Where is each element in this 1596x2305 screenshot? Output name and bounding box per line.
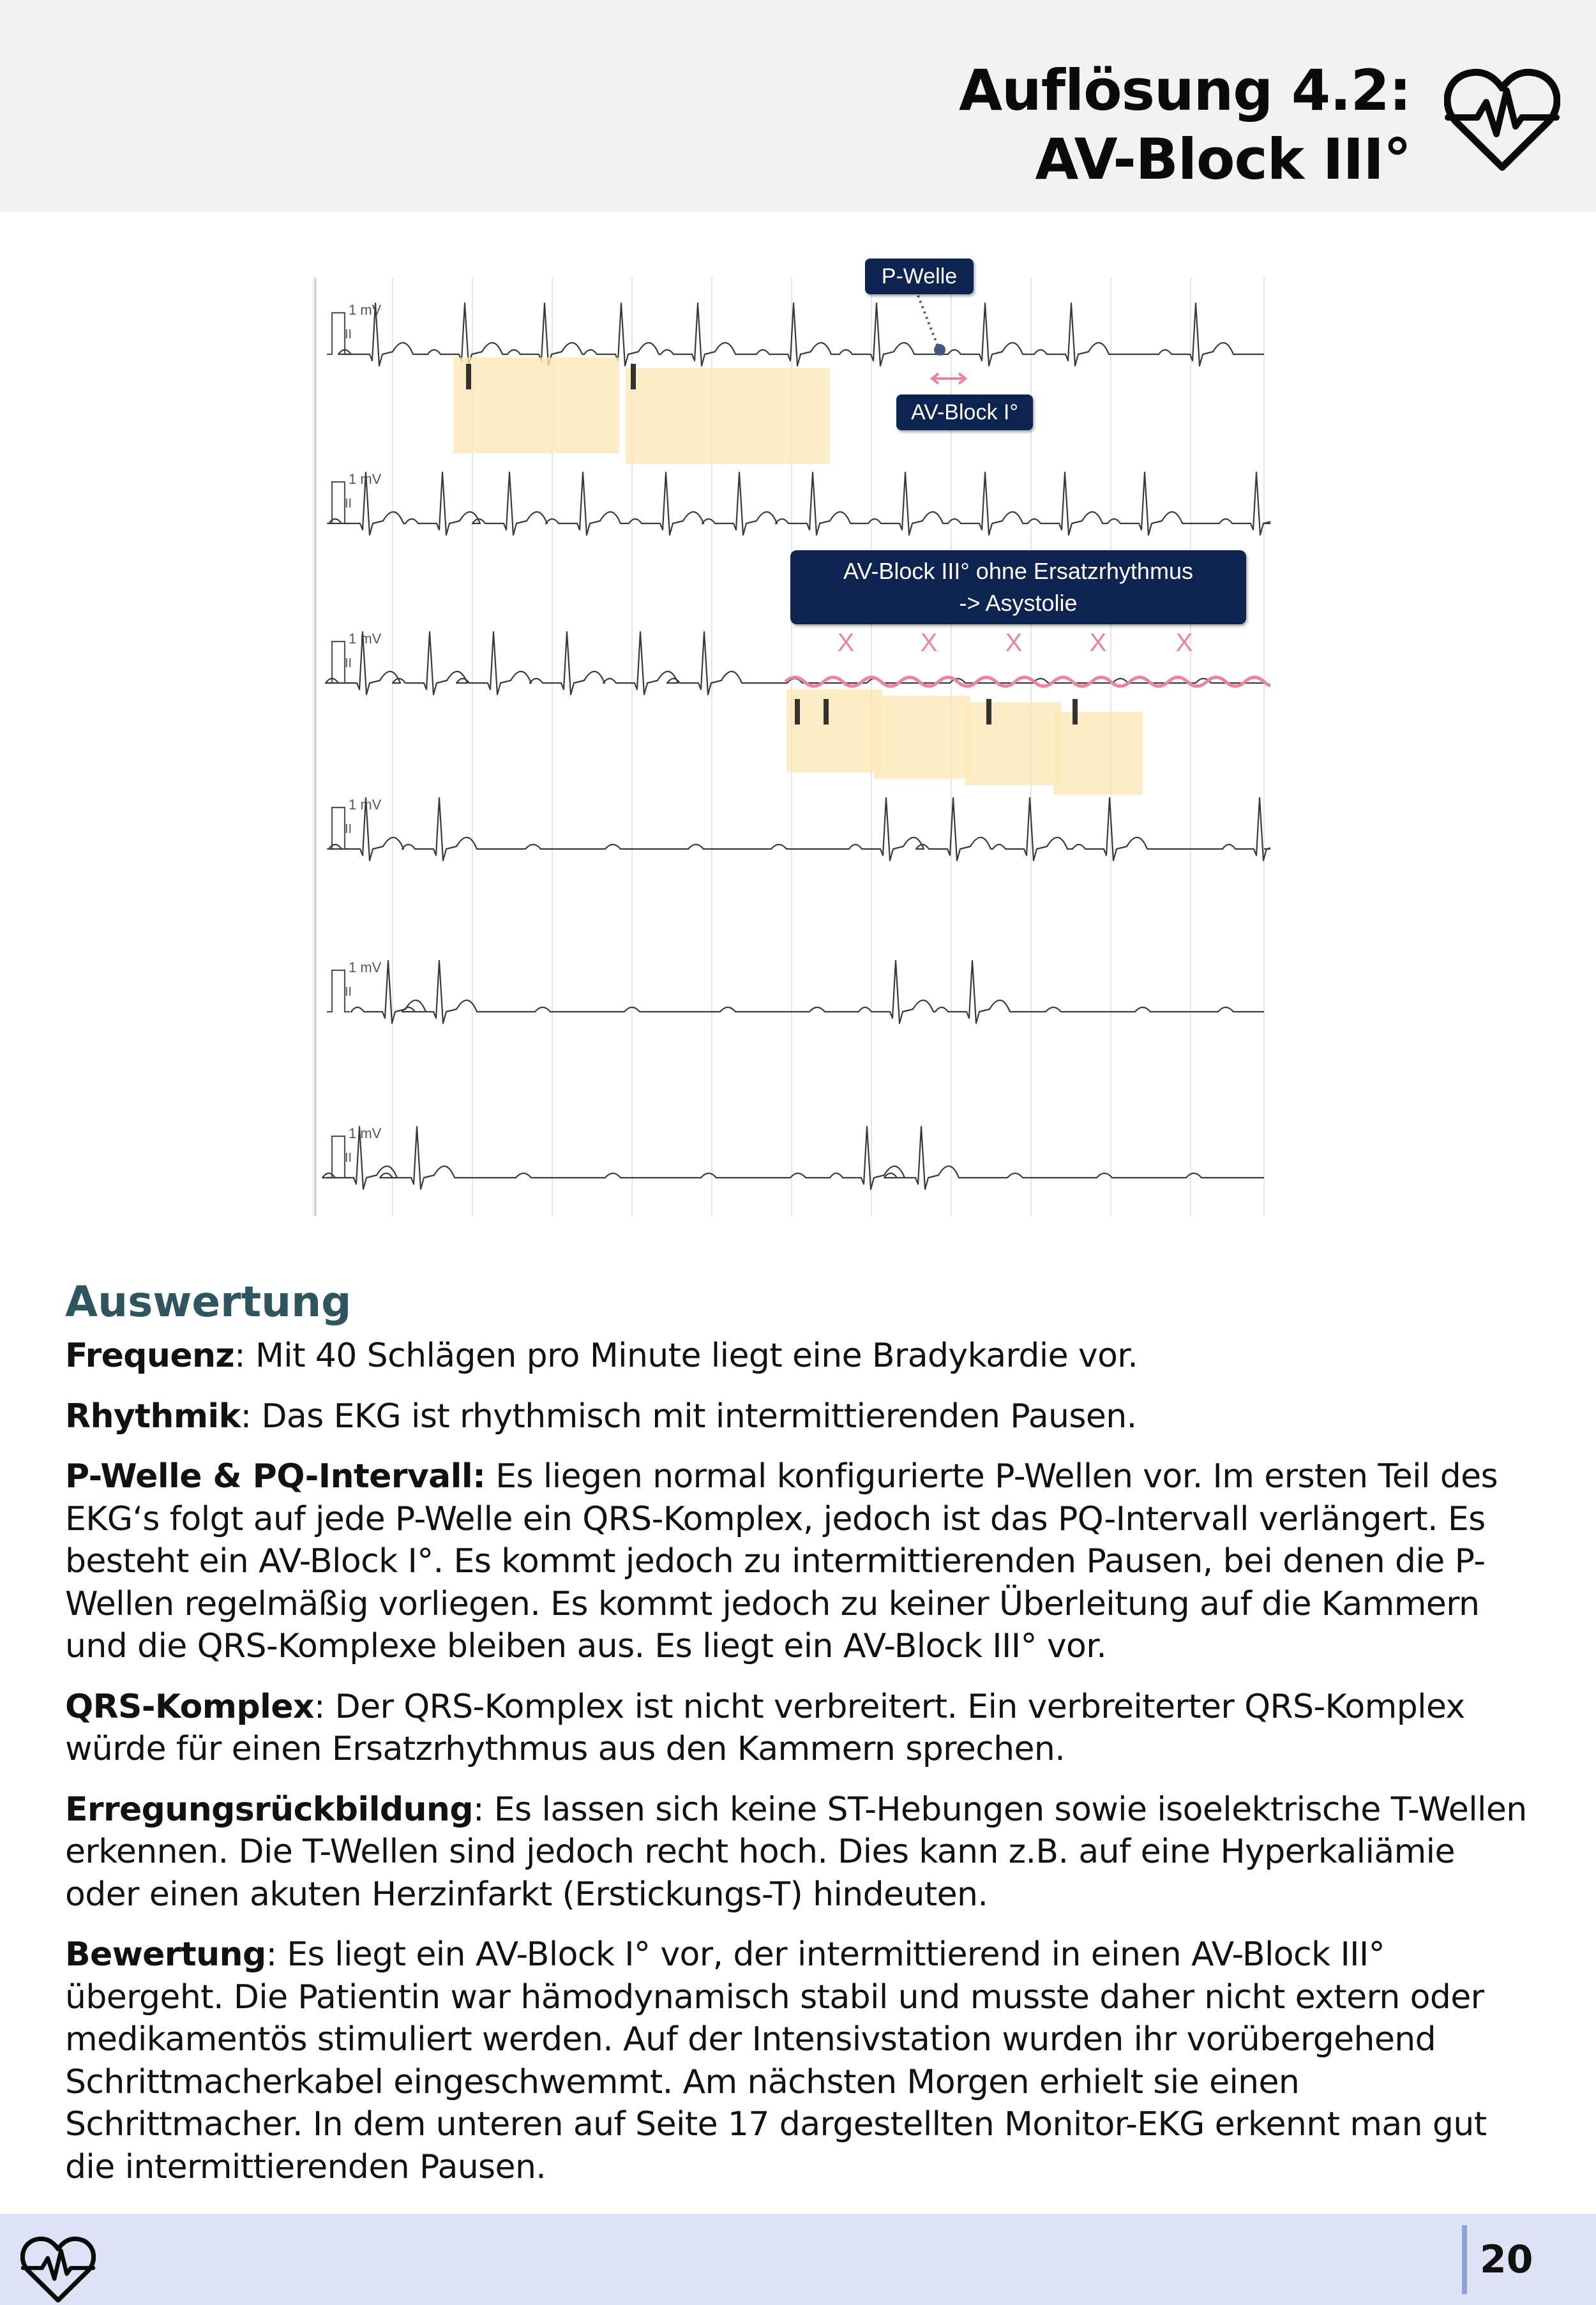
caliper-mark bbox=[631, 364, 636, 389]
paragraph-text: : Es liegt ein AV-Block I° vor, der intermittierend in einen AV-Block III° übergeht. Die Patientin war hämodynamisch stabil und musste daher nicht extern oder medikamentös stimuliert werden. Auf der Intensivstation wurden ihr vorübergehend Schrittmacherkabel eingeschwemmt. Am nächsten Morgen erhielt sie einen Schrittmacher. In dem unteren auf Seite 17 dargestellten Monitor-EKG erkennt man gut die intermittierenden Pausen. bbox=[65, 1935, 1487, 2186]
lead-name-label: II bbox=[345, 327, 352, 342]
paragraph-text: : Mit 40 Schlägen pro Minute liegt eine Bradykardie vor. bbox=[234, 1337, 1138, 1375]
missing-qrs-marker: X bbox=[837, 629, 855, 657]
paragraph-text: : Es lassen sich keine ST-Hebungen sowie isoelektrische T-Wellen erkennen. Die T-Wellen sind jedoch recht hoch. Dies kann z.B. auf eine Hyperkaliämie oder einen akuten Herzinfarkt (Erstickungs-T) hindeuten. bbox=[65, 1790, 1527, 1914]
missing-qrs-marker: X bbox=[1175, 629, 1193, 657]
page-footer bbox=[0, 2214, 1596, 2305]
lead-mv-label: 1 mV bbox=[349, 631, 382, 647]
paragraph-text: Es liegen normal konfigurierte P-Wellen vor. Im ersten Teil des EKG‘s folgt auf jede P-Welle ein QRS-Komplex, jedoch ist das PQ-Intervall verlängert. Es besteht ein AV-Block I°. Es kommt jedoch zu intermittierenden Pausen, bei denen die P-Wellen regelmäßig vorliegen. Es kommt jedoch zu keiner Überleitung auf die Kammern und die QRS-Komplexe bleiben aus. Es liegt ein AV-Block III° vor. bbox=[65, 1457, 1498, 1665]
pause-highlight-box bbox=[1053, 712, 1143, 795]
heart-ekg-icon bbox=[1444, 65, 1560, 174]
paragraph-text: : Der QRS-Komplex ist nicht verbreitert. Ein verbreiterter QRS-Komplex würde für einen Ersatzrhythmus aus den Kammern sprechen. bbox=[65, 1687, 1465, 1768]
paragraph-p-welle bbox=[65, 1455, 1533, 1668]
paragraph-label: Frequenz bbox=[65, 1337, 235, 1375]
ekg-strip bbox=[313, 252, 1270, 1222]
pq-highlight-box bbox=[626, 368, 830, 464]
missing-qrs-marker: X bbox=[1089, 629, 1107, 657]
paragraph-label: P-Welle & PQ-Intervall: bbox=[65, 1457, 486, 1496]
av-block-1-callout: AV-Block I° bbox=[896, 394, 1033, 430]
paragraph-erregungsrueckbildung bbox=[65, 1789, 1533, 1916]
title-line-2: AV-Block III° bbox=[1035, 126, 1411, 192]
av-block-3-line-1: AV-Block III° ohne Ersatzrhythmus bbox=[843, 558, 1193, 584]
evaluation-section bbox=[65, 1273, 1533, 2206]
paragraph-rhythmik bbox=[65, 1395, 1533, 1438]
paragraph-bewertung bbox=[65, 1933, 1533, 2188]
p-welle-dot bbox=[934, 344, 945, 356]
lead-mv-label: 1 mV bbox=[349, 797, 382, 813]
caliper-mark bbox=[795, 699, 800, 725]
missing-qrs-marker: X bbox=[1005, 629, 1023, 657]
paragraph-label: QRS-Komplex bbox=[65, 1687, 314, 1726]
heart-ekg-icon bbox=[20, 2234, 96, 2304]
paragraph-qrs bbox=[65, 1686, 1533, 1771]
section-title: Auswertung bbox=[65, 1277, 352, 1326]
missing-qrs-marker: X bbox=[920, 629, 938, 657]
page-number-bar bbox=[1462, 2225, 1467, 2294]
paragraph-label: Erregungsrückbildung bbox=[65, 1790, 473, 1829]
lead-name-label: II bbox=[345, 497, 352, 511]
pq-highlight-box bbox=[453, 357, 619, 453]
pause-highlight-box bbox=[965, 702, 1061, 785]
paragraph-label: Rhythmik bbox=[65, 1397, 241, 1436]
lead-name-label: II bbox=[345, 985, 352, 999]
ekg-figure bbox=[313, 252, 1270, 1222]
caliper-mark bbox=[466, 364, 471, 389]
title-line-1: Auflösung 4.2: bbox=[958, 57, 1411, 123]
caliper-mark bbox=[1073, 699, 1078, 725]
caliper-mark bbox=[824, 699, 829, 725]
page-title bbox=[959, 56, 1411, 194]
lead-mv-label: 1 mV bbox=[349, 1125, 382, 1141]
lead-name-label: II bbox=[345, 822, 352, 836]
pause-highlight-box bbox=[787, 689, 882, 772]
lead-mv-label: 1 mV bbox=[349, 302, 382, 318]
lead-mv-label: 1 mV bbox=[349, 959, 382, 975]
pause-highlight-box bbox=[875, 696, 970, 779]
lead-name-label: II bbox=[345, 1151, 352, 1165]
lead-mv-label: 1 mV bbox=[349, 471, 382, 487]
av-block-3-line-2: -> Asystolie bbox=[959, 590, 1078, 616]
paragraph-label: Bewertung bbox=[65, 1935, 266, 1974]
caliper-mark bbox=[986, 699, 991, 725]
page-number: 20 bbox=[1480, 2237, 1533, 2282]
page-header bbox=[0, 0, 1596, 212]
p-welle-callout: P-Welle bbox=[865, 259, 974, 294]
av-block-3-callout bbox=[790, 550, 1246, 624]
paragraph-frequenz bbox=[65, 1335, 1533, 1378]
paragraph-text: : Das EKG ist rhythmisch mit intermittierenden Pausen. bbox=[240, 1397, 1137, 1436]
lead-name-label: II bbox=[345, 656, 352, 670]
